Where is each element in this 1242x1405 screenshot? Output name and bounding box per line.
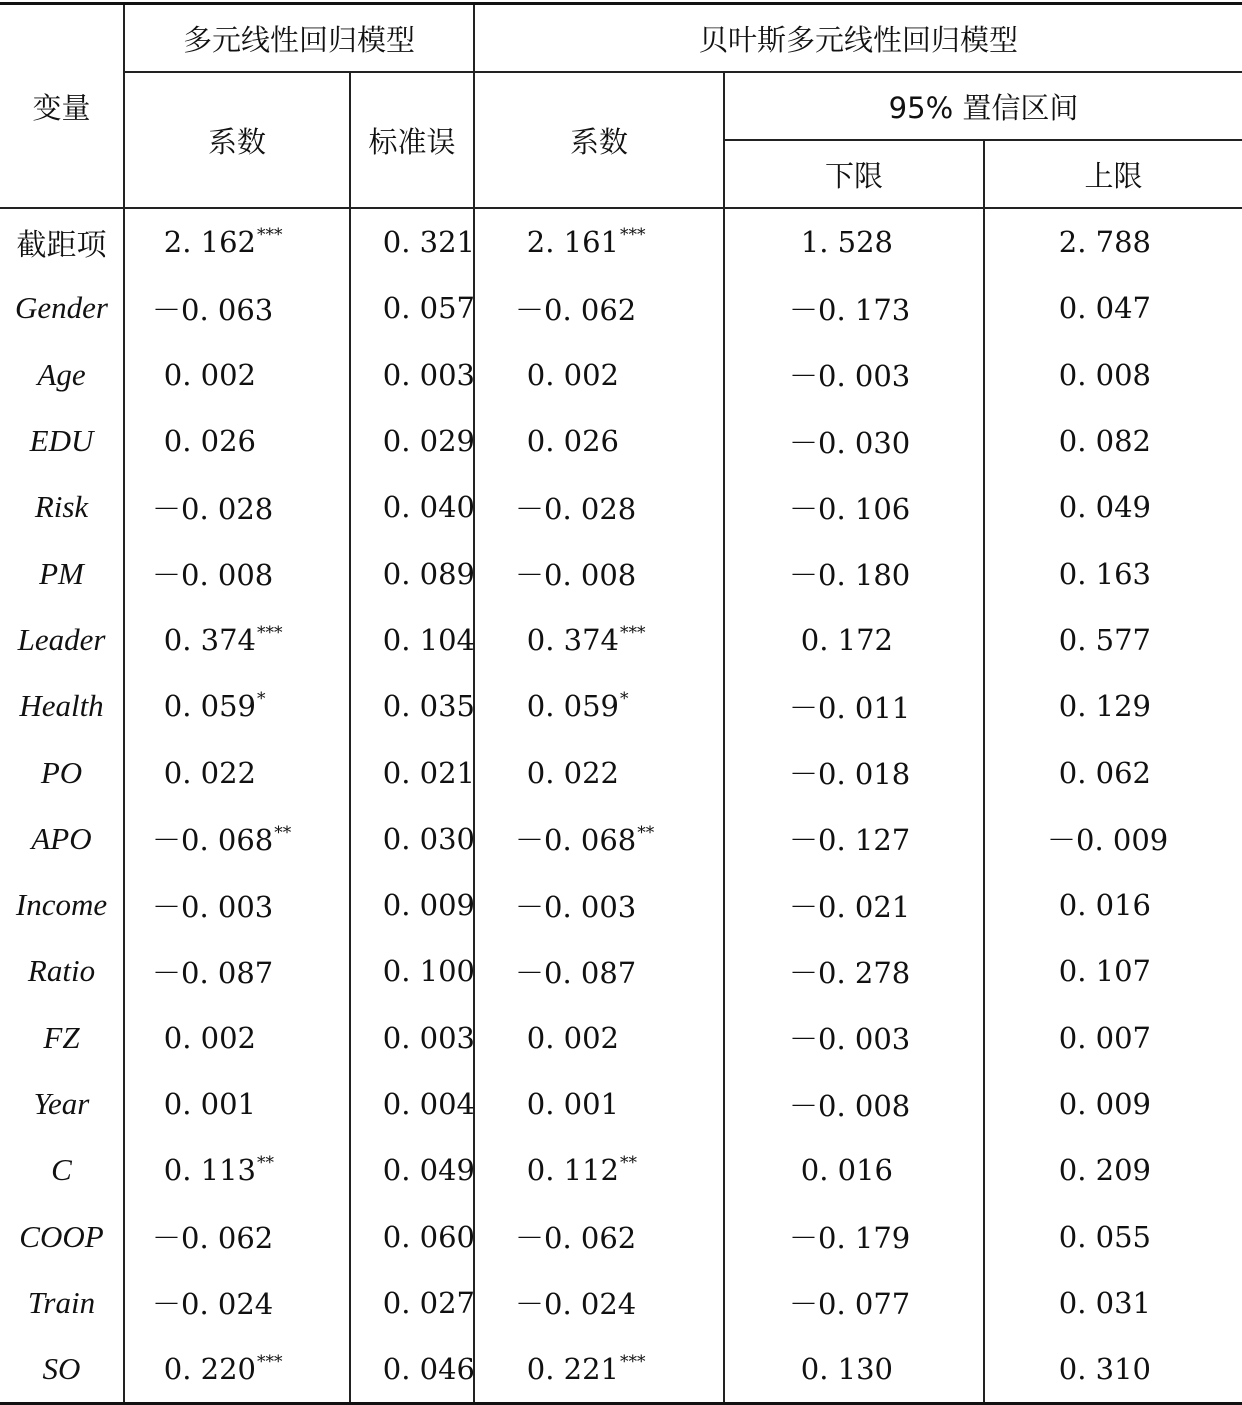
header-ci-upper: 上限 xyxy=(984,140,1242,208)
table-row xyxy=(0,938,1242,1004)
cell-bayes-coef xyxy=(474,607,724,673)
cell-ci-lower-value: －0. 011 xyxy=(789,690,911,725)
cell-ols-coef-value: －0. 028 xyxy=(152,491,274,526)
cell-ci-lower-value: －0. 173 xyxy=(789,292,911,327)
cell-bayes-coef-value: 2. 161 xyxy=(526,225,620,260)
significance-marker: ** xyxy=(274,823,292,844)
cell-ols-coef-value: 2. 162 xyxy=(163,225,256,260)
cell-bayes-coef xyxy=(474,540,724,606)
significance-marker: *** xyxy=(257,622,283,643)
cell-ci-upper xyxy=(984,938,1242,1004)
table-body xyxy=(0,208,1242,1404)
significance-marker: *** xyxy=(257,1352,283,1373)
table-row xyxy=(0,1137,1242,1203)
cell-bayes-coef xyxy=(474,938,724,1004)
cell-ols-coef xyxy=(124,938,350,1004)
cell-ols-se xyxy=(350,275,474,341)
cell-ols-coef-value: －0. 063 xyxy=(152,292,274,327)
cell-variable: Gender xyxy=(0,275,124,341)
cell-ols-coef-value: －0. 068 xyxy=(152,823,274,858)
cell-ols-coef-value: 0. 002 xyxy=(163,1020,256,1055)
cell-ols-se-value: 0. 100 xyxy=(382,954,475,989)
cell-ci-lower-value: －0. 021 xyxy=(789,889,911,924)
regression-table xyxy=(0,2,1242,1405)
cell-ols-se-value: 0. 040 xyxy=(382,490,475,525)
cell-ci-upper-value: 0. 049 xyxy=(1058,490,1152,525)
cell-bayes-coef xyxy=(474,474,724,540)
cell-ols-se xyxy=(350,806,474,872)
cell-bayes-coef-value: 0. 002 xyxy=(526,357,620,392)
cell-bayes-coef-value: －0. 024 xyxy=(515,1287,637,1322)
cell-variable: APO xyxy=(0,806,124,872)
header-ci-lower: 下限 xyxy=(724,140,984,208)
cell-ols-se-value: 0. 030 xyxy=(382,821,475,856)
cell-bayes-coef-value: 0. 001 xyxy=(526,1087,620,1121)
cell-ols-coef-value: 0. 026 xyxy=(163,424,256,459)
table-row xyxy=(0,275,1242,341)
cell-ci-lower-value: 0. 130 xyxy=(800,1352,894,1387)
cell-ols-se-value: 0. 321 xyxy=(382,225,475,260)
cell-ols-coef xyxy=(124,408,350,474)
cell-ci-lower-value: －0. 179 xyxy=(789,1221,911,1256)
cell-bayes-coef-value: 0. 059 xyxy=(526,689,620,724)
cell-bayes-coef-value: －0. 062 xyxy=(515,1221,637,1256)
cell-bayes-coef xyxy=(474,739,724,805)
cell-ols-se xyxy=(350,540,474,606)
header-variable: 变量 xyxy=(0,4,124,209)
cell-variable: COOP xyxy=(0,1203,124,1269)
significance-marker: ** xyxy=(620,1153,638,1174)
cell-bayes-coef xyxy=(474,1203,724,1269)
cell-ci-lower xyxy=(724,806,984,872)
cell-variable: Age xyxy=(0,342,124,408)
cell-ci-lower xyxy=(724,1203,984,1269)
cell-ols-se-value: 0. 046 xyxy=(382,1352,475,1387)
cell-ci-upper-value: 0. 310 xyxy=(1058,1352,1152,1387)
table-row xyxy=(0,540,1242,606)
cell-bayes-coef-value: －0. 062 xyxy=(515,292,637,327)
cell-ci-lower-value: －0. 127 xyxy=(789,823,911,858)
header-ols-coef: 系数 xyxy=(124,72,350,208)
cell-ci-upper xyxy=(984,607,1242,673)
cell-bayes-coef-value: 0. 374 xyxy=(526,622,620,657)
cell-ols-coef xyxy=(124,1137,350,1203)
cell-ci-upper xyxy=(984,872,1242,938)
significance-marker: *** xyxy=(620,225,646,246)
cell-variable: C xyxy=(0,1137,124,1203)
cell-bayes-coef-value: 0. 022 xyxy=(526,755,620,790)
cell-ci-lower-value: 0. 172 xyxy=(800,622,894,657)
cell-ols-se xyxy=(350,408,474,474)
cell-variable: Leader xyxy=(0,607,124,673)
cell-ci-upper-value: 0. 062 xyxy=(1058,755,1152,790)
cell-ols-se xyxy=(350,1336,474,1404)
cell-ols-coef-value: 0. 002 xyxy=(163,357,256,392)
cell-ols-coef-value: 0. 022 xyxy=(163,755,256,790)
cell-ci-upper-value: 0. 047 xyxy=(1058,291,1152,326)
cell-ols-coef-value: －0. 003 xyxy=(152,889,274,924)
cell-ci-lower-value: －0. 030 xyxy=(789,425,911,460)
cell-ols-se xyxy=(350,1270,474,1336)
cell-ci-upper xyxy=(984,1005,1242,1071)
cell-ci-upper xyxy=(984,342,1242,408)
table-row xyxy=(0,1005,1242,1071)
header-ols-se: 标准误 xyxy=(350,72,474,208)
significance-marker: *** xyxy=(257,225,283,246)
cell-ci-lower-value: －0. 180 xyxy=(789,558,911,593)
cell-ols-coef xyxy=(124,1270,350,1336)
cell-ols-se-value: 0. 089 xyxy=(382,556,475,591)
cell-ols-coef-value: 0. 059 xyxy=(163,689,256,724)
cell-ols-se-value: 0. 049 xyxy=(382,1153,475,1188)
cell-ci-lower xyxy=(724,739,984,805)
cell-ols-se-value: 0. 060 xyxy=(382,1219,475,1254)
cell-ols-se xyxy=(350,1071,474,1137)
cell-bayes-coef xyxy=(474,275,724,341)
cell-variable: SO xyxy=(0,1336,124,1404)
cell-ci-lower xyxy=(724,673,984,739)
cell-ols-coef xyxy=(124,1336,350,1404)
cell-bayes-coef-value: －0. 003 xyxy=(515,889,637,924)
cell-ols-se xyxy=(350,208,474,275)
cell-ci-upper-value: 0. 009 xyxy=(1058,1087,1152,1121)
cell-bayes-coef xyxy=(474,673,724,739)
cell-variable: Health xyxy=(0,673,124,739)
cell-ols-se xyxy=(350,673,474,739)
cell-bayes-coef xyxy=(474,408,724,474)
cell-ci-upper-value: 0. 163 xyxy=(1058,556,1152,591)
cell-ols-se xyxy=(350,1005,474,1071)
table-row xyxy=(0,673,1242,739)
cell-ci-lower xyxy=(724,1005,984,1071)
cell-ci-lower-value: －0. 003 xyxy=(789,359,911,394)
cell-ols-coef xyxy=(124,673,350,739)
cell-ci-upper xyxy=(984,673,1242,739)
cell-ols-coef-value: 0. 001 xyxy=(163,1087,256,1121)
cell-ci-lower xyxy=(724,275,984,341)
cell-ols-se xyxy=(350,938,474,1004)
cell-ci-lower xyxy=(724,938,984,1004)
cell-ci-upper-value: 0. 209 xyxy=(1058,1153,1152,1188)
cell-ols-se xyxy=(350,739,474,805)
cell-ci-upper xyxy=(984,540,1242,606)
cell-ci-upper xyxy=(984,474,1242,540)
cell-bayes-coef-value: －0. 068 xyxy=(515,823,637,858)
cell-ci-lower-value: 0. 016 xyxy=(800,1153,894,1188)
table-row xyxy=(0,208,1242,275)
cell-variable: Risk xyxy=(0,474,124,540)
cell-ols-coef xyxy=(124,1203,350,1269)
cell-bayes-coef xyxy=(474,1005,724,1071)
cell-bayes-coef-value: 0. 112 xyxy=(526,1153,620,1188)
cell-ols-coef-value: 0. 374 xyxy=(163,622,256,657)
table-header xyxy=(0,4,1242,209)
cell-ols-coef xyxy=(124,208,350,275)
cell-ols-se-value: 0. 104 xyxy=(382,622,475,657)
cell-ols-coef xyxy=(124,1005,350,1071)
cell-ci-upper xyxy=(984,1137,1242,1203)
header-bayes-coef: 系数 xyxy=(474,72,724,208)
cell-ols-se-value: 0. 027 xyxy=(382,1285,475,1320)
header-bayes-model: 贝叶斯多元线性回归模型 xyxy=(474,4,1242,73)
cell-ols-coef xyxy=(124,739,350,805)
cell-ols-coef-value: －0. 008 xyxy=(152,558,274,593)
table-row xyxy=(0,1203,1242,1269)
cell-ci-upper-value: －0. 009 xyxy=(1047,823,1169,858)
cell-ols-se-value: 0. 003 xyxy=(382,357,475,392)
cell-ci-lower xyxy=(724,208,984,275)
cell-ci-upper-value: 0. 031 xyxy=(1058,1285,1152,1320)
cell-ci-upper-value: 0. 008 xyxy=(1058,357,1152,392)
cell-ci-upper xyxy=(984,1071,1242,1137)
significance-marker: ** xyxy=(637,823,655,844)
cell-ols-se xyxy=(350,1137,474,1203)
cell-ols-se-value: 0. 035 xyxy=(382,689,475,724)
cell-ci-upper xyxy=(984,1203,1242,1269)
cell-bayes-coef xyxy=(474,1071,724,1137)
cell-ci-lower-value: －0. 077 xyxy=(789,1287,911,1322)
cell-ci-lower xyxy=(724,1071,984,1137)
cell-variable: Ratio xyxy=(0,938,124,1004)
cell-ci-lower xyxy=(724,1137,984,1203)
cell-ols-coef xyxy=(124,540,350,606)
cell-bayes-coef xyxy=(474,872,724,938)
table-row xyxy=(0,806,1242,872)
cell-ci-upper xyxy=(984,208,1242,275)
cell-ols-coef-value: －0. 024 xyxy=(152,1287,274,1322)
cell-ols-coef-value: －0. 087 xyxy=(152,955,274,990)
table-row xyxy=(0,739,1242,805)
header-ci: 95% 置信区间 xyxy=(724,72,1242,140)
cell-variable: Income xyxy=(0,872,124,938)
cell-ci-lower xyxy=(724,1270,984,1336)
significance-marker: *** xyxy=(620,622,646,643)
significance-marker: * xyxy=(620,689,629,710)
cell-ols-coef xyxy=(124,474,350,540)
cell-bayes-coef-value: －0. 087 xyxy=(515,955,637,990)
cell-ci-lower-value: －0. 008 xyxy=(789,1088,911,1123)
cell-ols-coef-value: 0. 220 xyxy=(163,1352,256,1387)
cell-bayes-coef xyxy=(474,1137,724,1203)
cell-ols-se-value: 0. 009 xyxy=(382,888,475,923)
cell-ols-se xyxy=(350,872,474,938)
significance-marker: ** xyxy=(257,1153,274,1174)
cell-ci-upper-value: 2. 788 xyxy=(1058,225,1152,260)
cell-bayes-coef-value: －0. 028 xyxy=(515,491,637,526)
cell-variable: 截距项 xyxy=(0,208,124,275)
cell-bayes-coef-value: 0. 221 xyxy=(526,1352,620,1387)
cell-ci-upper-value: 0. 016 xyxy=(1058,888,1152,923)
cell-ols-se xyxy=(350,342,474,408)
cell-ci-upper-value: 0. 577 xyxy=(1058,622,1152,657)
cell-ci-upper-value: 0. 055 xyxy=(1058,1219,1152,1254)
cell-ols-coef xyxy=(124,342,350,408)
cell-ci-upper xyxy=(984,739,1242,805)
significance-marker: * xyxy=(257,689,266,710)
header-ols-model: 多元线性回归模型 xyxy=(124,4,474,73)
cell-ci-upper xyxy=(984,1336,1242,1404)
cell-ols-se xyxy=(350,1203,474,1269)
cell-ols-se xyxy=(350,607,474,673)
cell-ci-lower-value: 1. 528 xyxy=(800,225,894,260)
table-row xyxy=(0,1336,1242,1404)
cell-ci-lower-value: －0. 278 xyxy=(789,955,911,990)
cell-bayes-coef xyxy=(474,1270,724,1336)
cell-ci-upper-value: 0. 107 xyxy=(1058,954,1152,989)
table-row xyxy=(0,872,1242,938)
cell-ols-se-value: 0. 004 xyxy=(382,1087,475,1121)
cell-ci-lower xyxy=(724,540,984,606)
cell-variable: Train xyxy=(0,1270,124,1336)
cell-ci-upper-value: 0. 082 xyxy=(1058,424,1152,459)
cell-bayes-coef xyxy=(474,342,724,408)
cell-bayes-coef-value: 0. 026 xyxy=(526,424,620,459)
cell-variable: EDU xyxy=(0,408,124,474)
cell-ci-lower xyxy=(724,872,984,938)
table-row xyxy=(0,342,1242,408)
cell-ci-lower xyxy=(724,342,984,408)
cell-ols-coef xyxy=(124,607,350,673)
cell-ci-lower xyxy=(724,1336,984,1404)
cell-variable: PO xyxy=(0,739,124,805)
cell-ci-lower xyxy=(724,474,984,540)
cell-ci-lower-value: －0. 003 xyxy=(789,1022,911,1057)
cell-variable: Year xyxy=(0,1071,124,1137)
cell-ci-upper-value: 0. 007 xyxy=(1058,1020,1152,1055)
cell-ci-lower xyxy=(724,408,984,474)
table-row xyxy=(0,1071,1242,1137)
cell-variable: PM xyxy=(0,540,124,606)
cell-ols-coef xyxy=(124,872,350,938)
cell-ols-coef xyxy=(124,275,350,341)
cell-variable: FZ xyxy=(0,1005,124,1071)
cell-ci-upper-value: 0. 129 xyxy=(1058,689,1152,724)
cell-bayes-coef xyxy=(474,1336,724,1404)
cell-ci-upper xyxy=(984,275,1242,341)
cell-ols-coef-value: 0. 113 xyxy=(163,1153,256,1188)
cell-ci-lower xyxy=(724,607,984,673)
cell-ols-se-value: 0. 029 xyxy=(382,424,475,459)
cell-ols-se-value: 0. 021 xyxy=(382,755,475,790)
cell-ci-lower-value: －0. 018 xyxy=(789,757,911,792)
cell-bayes-coef xyxy=(474,806,724,872)
cell-ols-coef xyxy=(124,806,350,872)
table-row xyxy=(0,474,1242,540)
table-row xyxy=(0,408,1242,474)
cell-ols-coef xyxy=(124,1071,350,1137)
cell-ci-upper xyxy=(984,408,1242,474)
cell-ci-lower-value: －0. 106 xyxy=(789,491,911,526)
cell-ols-se-value: 0. 057 xyxy=(382,291,475,326)
cell-bayes-coef-value: －0. 008 xyxy=(515,558,637,593)
cell-ci-upper xyxy=(984,806,1242,872)
cell-ols-se-value: 0. 003 xyxy=(382,1020,475,1055)
cell-bayes-coef xyxy=(474,208,724,275)
significance-marker: *** xyxy=(620,1352,646,1373)
table-row xyxy=(0,1270,1242,1336)
cell-ci-upper xyxy=(984,1270,1242,1336)
cell-bayes-coef-value: 0. 002 xyxy=(526,1020,620,1055)
cell-ols-se xyxy=(350,474,474,540)
cell-ols-coef-value: －0. 062 xyxy=(152,1221,274,1256)
table-row xyxy=(0,607,1242,673)
